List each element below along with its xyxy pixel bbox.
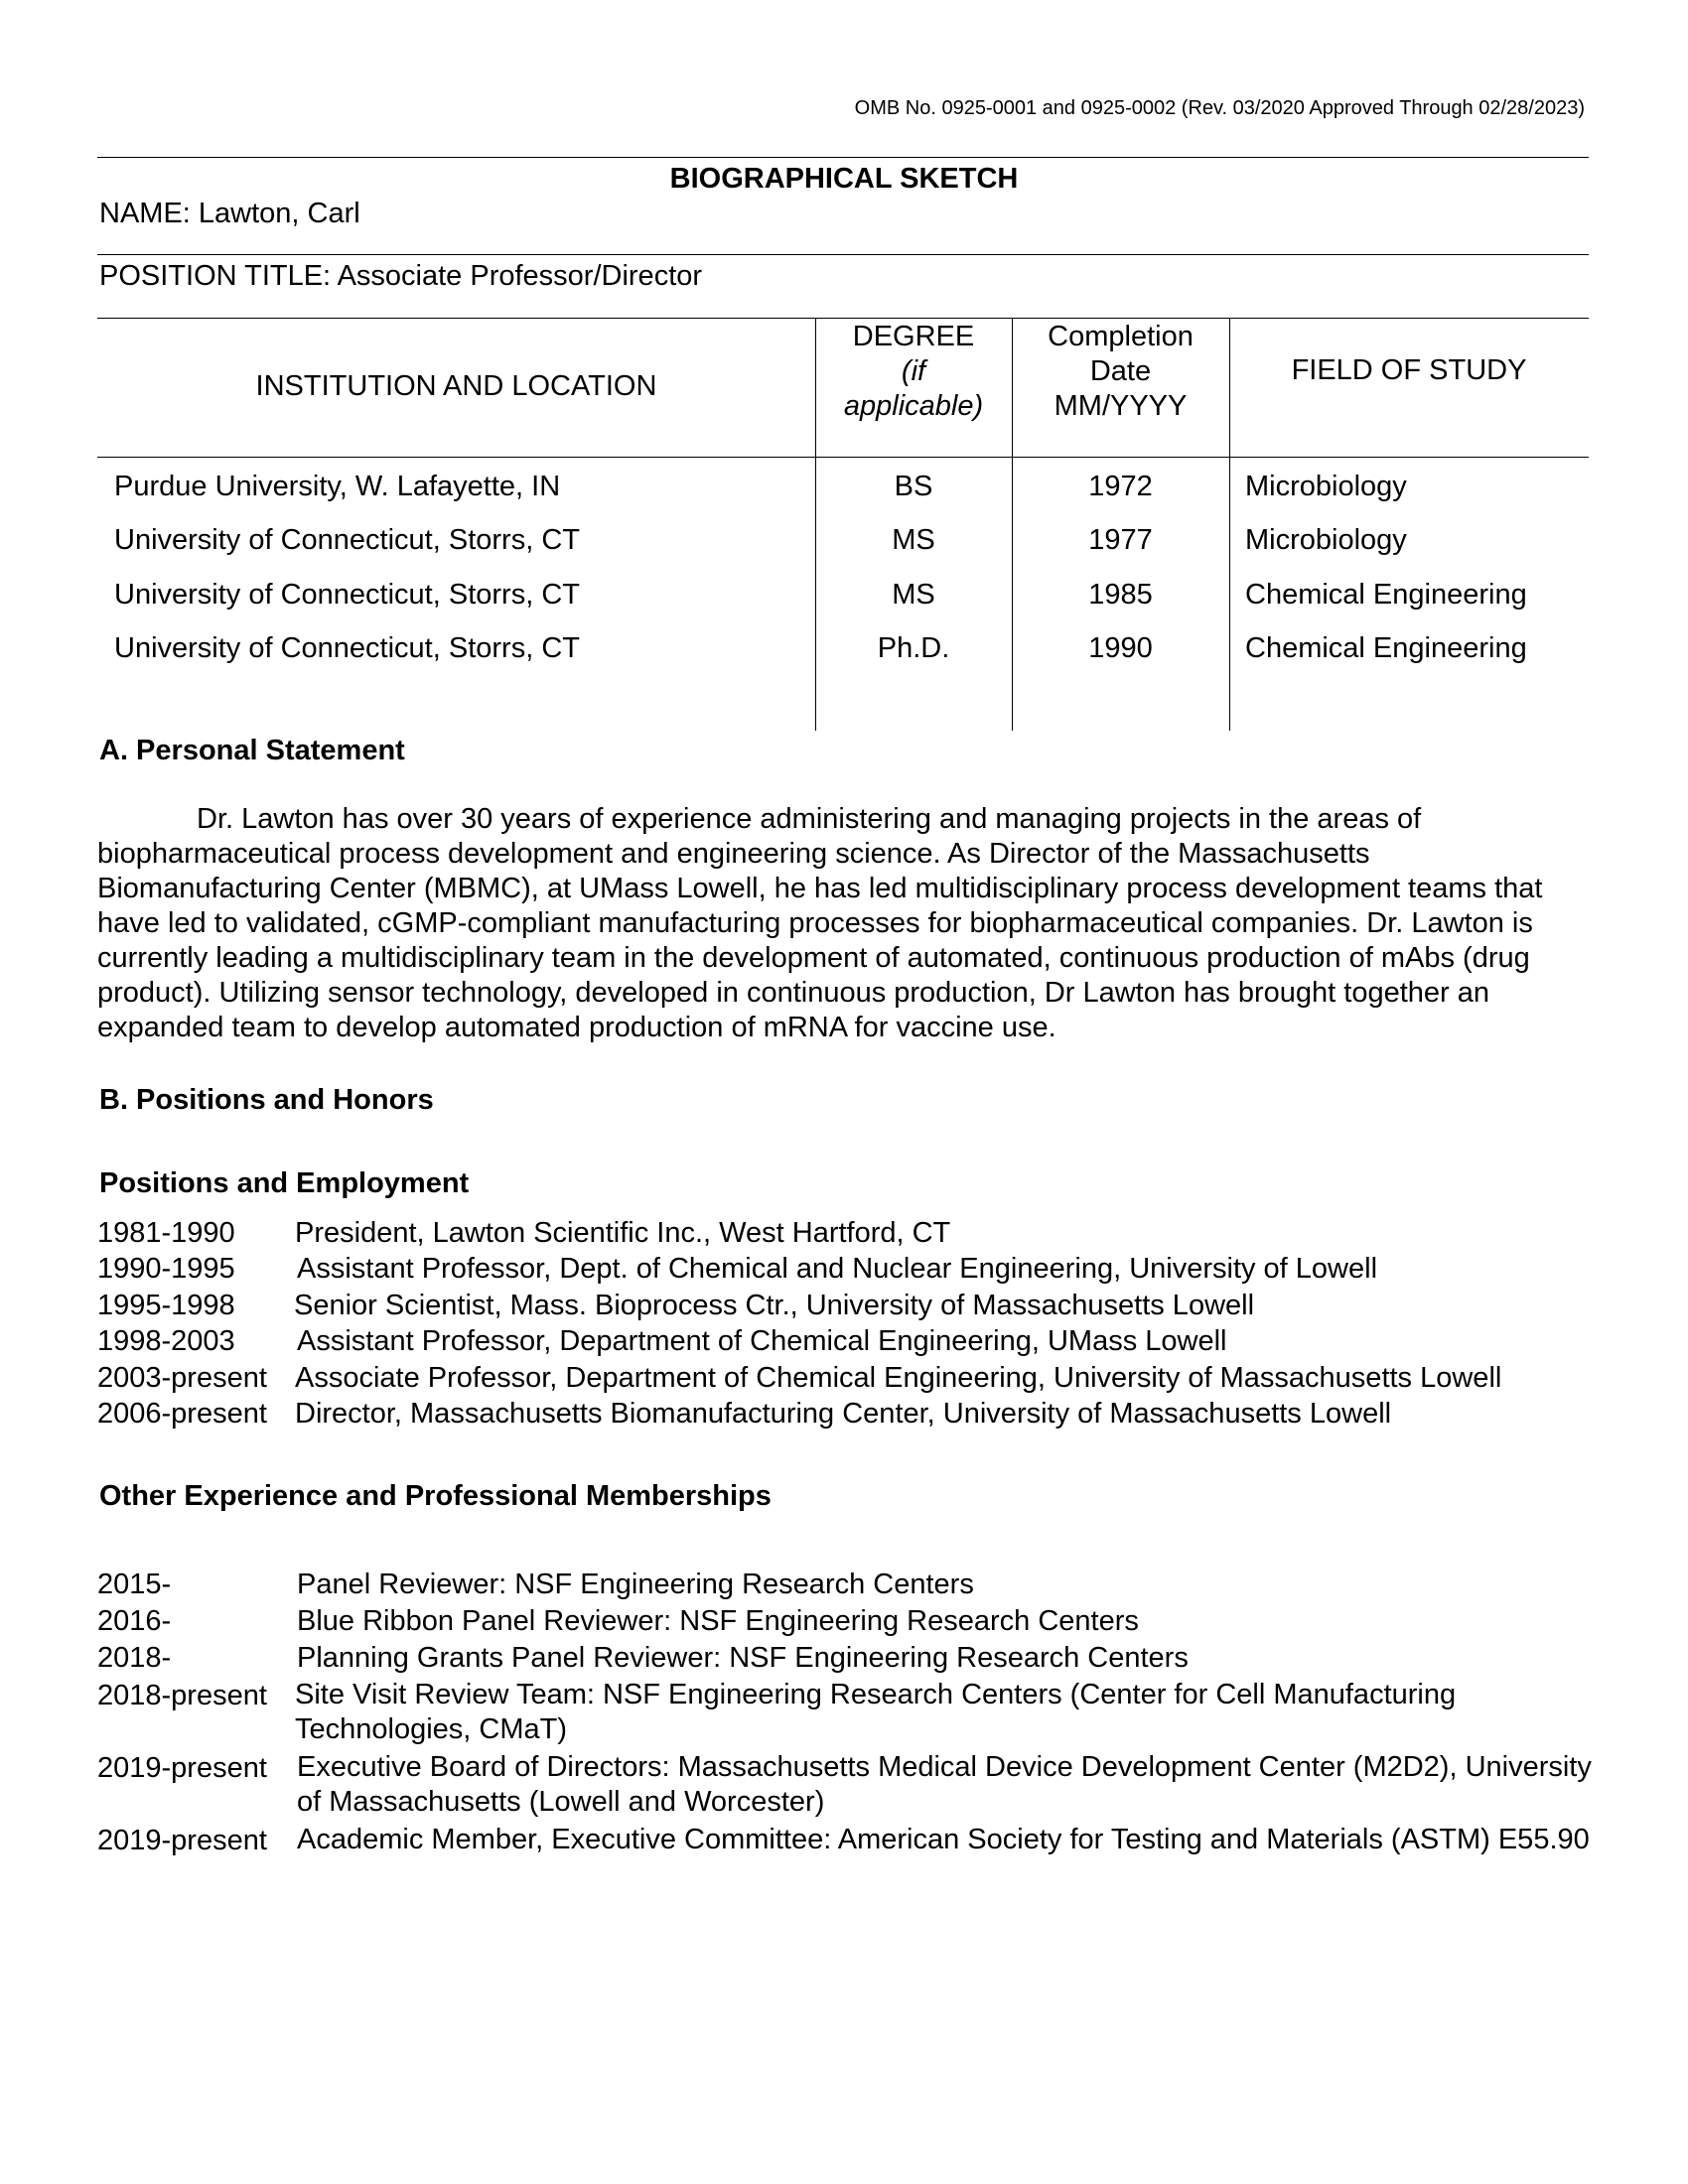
- employment-years: 1998-2003: [97, 1325, 235, 1357]
- cell-date: 1977: [1088, 524, 1153, 556]
- other-experience-heading: Other Experience and Professional Memberships: [99, 1480, 772, 1512]
- membership-desc: Panel Reviewer: NSF Engineering Research Centers: [297, 1569, 974, 1600]
- personal-statement-heading: A. Personal Statement: [99, 735, 405, 766]
- membership-years: 2015-: [97, 1569, 172, 1600]
- membership-desc: Planning Grants Panel Reviewer: NSF Engineering Research Centers: [297, 1642, 1189, 1674]
- employment-desc: President, Lawton Scientific Inc., West Hartford, CT: [295, 1217, 951, 1249]
- membership-years: 2018-present: [97, 1680, 267, 1711]
- cell-date: 1972: [1088, 471, 1153, 502]
- membership-years: 2019-present: [97, 1825, 267, 1856]
- membership-years: 2016-: [97, 1605, 172, 1637]
- header-degree-note: applicable): [843, 390, 984, 422]
- cell-field: Microbiology: [1245, 524, 1407, 556]
- cell-institution: University of Connecticut, Storrs, CT: [114, 579, 580, 611]
- table-top-border: [97, 318, 1589, 319]
- header-institution: INSTITUTION AND LOCATION: [255, 370, 657, 402]
- employment-desc: Assistant Professor, Department of Chemical Engineering, UMass Lowell: [297, 1325, 1227, 1357]
- cell-degree: Ph.D.: [877, 632, 950, 664]
- header-completion-date: [1012, 320, 1229, 424]
- cell-field: Microbiology: [1245, 471, 1407, 502]
- employment-desc: Assistant Professor, Dept. of Chemical and Nuclear Engineering, University of Lowell: [297, 1253, 1378, 1285]
- employment-years: 1995-1998: [97, 1290, 235, 1321]
- header-degree-note: (if: [901, 355, 926, 387]
- membership-desc: Blue Ribbon Panel Reviewer: NSF Engineering Research Centers: [297, 1605, 1139, 1637]
- employment-desc: Senior Scientist, Mass. Bioprocess Ctr., University of Massachusetts Lowell: [294, 1290, 1255, 1321]
- membership-desc: Academic Member, Executive Committee: American Society for Testing and Materials (ASTM) E55.90: [297, 1824, 1590, 1855]
- name-field: NAME: Lawton, Carl: [99, 198, 360, 229]
- header-completion-label: Date: [1089, 355, 1152, 387]
- membership-desc: Executive Board of Directors: Massachusetts Medical Device Development Center (M2D2), University of Massachusetts (Lowell and Worcester): [297, 1751, 1592, 1818]
- education-table: [97, 318, 1589, 731]
- name-rule: [97, 254, 1589, 255]
- employment-years: 1981-1990: [97, 1217, 235, 1249]
- membership-desc: Site Visit Review Team: NSF Engineering Research Centers (Center for Cell Manufacturing Technologies, CMaT): [295, 1679, 1457, 1745]
- cell-field: Chemical Engineering: [1245, 579, 1527, 611]
- header-completion-label: Completion: [1048, 321, 1194, 352]
- cell-institution: Purdue University, W. Lafayette, IN: [114, 471, 561, 502]
- membership-years: 2018-: [97, 1642, 172, 1674]
- employment-years: 2006-present: [97, 1398, 267, 1430]
- header-degree: [815, 320, 1012, 424]
- cell-degree: MS: [892, 579, 935, 611]
- table-header-border: [97, 457, 1589, 458]
- membership-years: 2019-present: [97, 1752, 267, 1784]
- header-rule: [97, 157, 1589, 158]
- header-completion-label: MM/YYYY: [1054, 390, 1188, 422]
- personal-statement-text: Dr. Lawton has over 30 years of experience administering and managing projects in the areas of biopharmaceutical process development and engineering science. As Director of the Massachusetts Biomanufacturing Center (MBMC), at UMass Lowell, he has led multidisciplinary process development teams that have led to validated, cGMP-compliant manufacturing processes for biopharmaceutical companies. Dr. Lawton is currently leading a multidisciplinary team in the development of automated, continuous production of mAbs (drug product). Utilizing sensor technology, developed in continuous production, Dr Lawton has brought together an expanded team to develop automated production of mRNA for vaccine use.: [97, 803, 1543, 1043]
- employment-years: 1990-1995: [97, 1253, 235, 1285]
- cell-institution: University of Connecticut, Storrs, CT: [114, 632, 580, 664]
- employment-desc: Director, Massachusetts Biomanufacturing Center, University of Massachusetts Lowell: [295, 1398, 1392, 1430]
- employment-desc: Associate Professor, Department of Chemical Engineering, University of Massachusetts Lowell: [295, 1362, 1502, 1394]
- cell-degree: MS: [892, 524, 935, 556]
- cell-date: 1985: [1088, 579, 1153, 611]
- header-degree-label: DEGREE: [852, 321, 975, 352]
- positions-honors-heading: B. Positions and Honors: [99, 1084, 434, 1116]
- employment-heading: Positions and Employment: [99, 1167, 470, 1199]
- cell-degree: BS: [894, 471, 933, 502]
- header-field-of-study: FIELD OF STUDY: [1291, 354, 1527, 386]
- cell-field: Chemical Engineering: [1245, 632, 1527, 664]
- position-title-field: POSITION TITLE: Associate Professor/Director: [99, 260, 703, 292]
- cell-institution: University of Connecticut, Storrs, CT: [114, 524, 580, 556]
- document-title: BIOGRAPHICAL SKETCH: [669, 163, 1019, 195]
- cell-date: 1990: [1088, 632, 1153, 664]
- employment-years: 2003-present: [97, 1362, 267, 1394]
- omb-number: OMB No. 0925-0001 and 0925-0002 (Rev. 03/2020 Approved Through 02/28/2023): [854, 97, 1585, 119]
